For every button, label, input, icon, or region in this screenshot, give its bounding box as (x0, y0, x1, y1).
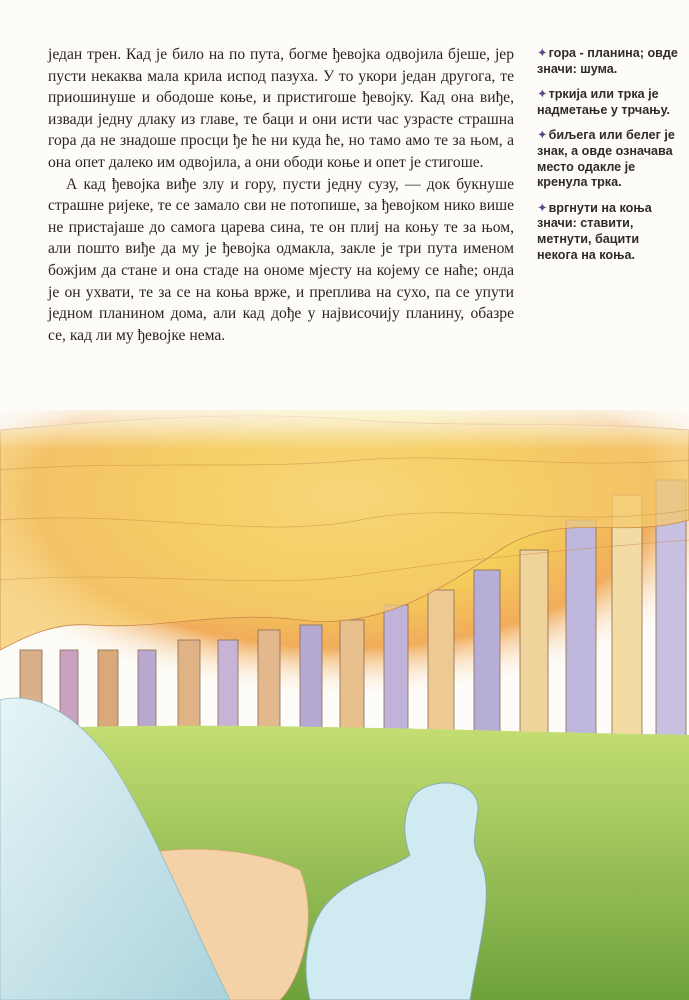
star-bullet-icon: ✦ (537, 128, 548, 143)
glossary-item-text: гора - планина; овде значи: шума. (537, 46, 678, 76)
story-text (48, 44, 514, 346)
glossary-item-text: биљега или белег је знак, а овде означава место одакле је кренула трка. (537, 128, 675, 190)
story-paragraph-2: А кад ђевојка виђе злу и гору, пусти једну сузу, — док букнуше страшне ријеке, те се замало сви не потопише, за ђевојком нико више не пристајаше до самога царева сина, те он плиј на коњу те за њом, али пошто виђе да му је ђевојка одмакла, закле је три пута именом божјим да стане и она стаде на ономе мјесту на којему се наће; онда је он ухвати, те за се на коња врже, и преплива на сухо, па се упути једном планином дома, али кад дође у највисочију планину, обазре се, кад ли му ђевојке нема. (48, 175, 514, 344)
star-bullet-icon: ✦ (537, 87, 548, 102)
glossary-item-trkija (537, 87, 679, 118)
glossary-item-text: вргнути на коња значи: ставити, метнути, бацити некога на коња. (537, 200, 652, 262)
glossary-item-gora (537, 46, 679, 77)
glossary-item-vrgnuti (537, 201, 679, 263)
story-paragraph-1: један трен. Кад је било на по пута, богме ђевојка одвојила бјеше, јер пусти некаква мала крила испод пазуха. У то укори један другога, те приошинуше и ободоше коње, и пристигоше ђевојку. Кад она виђе, извади једну длаку из главе, те баци и они исти час узрасте страшна гора да не знадоше просци ђе ће ни куда ће, но тамо амо те за њом, а она опет далеко им одвојила, а они ободи коње и опет је стигоше. (48, 46, 514, 171)
forest-illustration (0, 400, 689, 1000)
star-bullet-icon: ✦ (537, 46, 548, 60)
glossary-item-biljega (537, 128, 679, 190)
star-bullet-icon: ✦ (537, 200, 548, 215)
glossary-item-text: тркија или трка је надметање у трчању. (537, 87, 671, 117)
glossary-sidebar (537, 46, 679, 273)
